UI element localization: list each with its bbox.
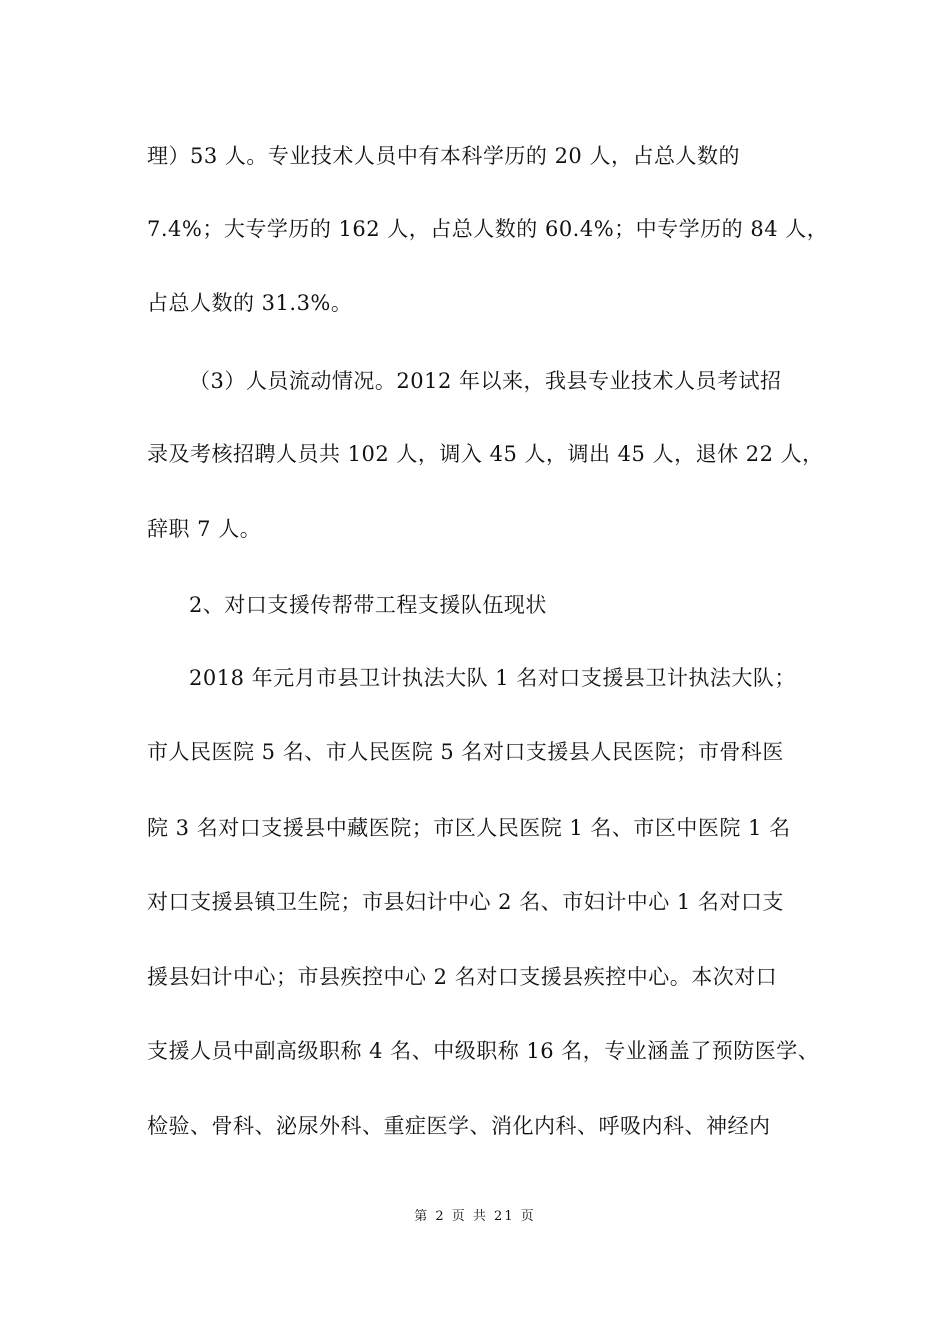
paragraph-line: 录及考核招聘人员共 102 人，调入 45 人，调出 45 人，退休 22 人， [147, 442, 824, 466]
paragraph-line: 理）53 人。专业技术人员中有本科学历的 20 人，占总人数的 [147, 144, 740, 168]
paragraph-line: 院 3 名对口支援县中藏医院；市区人民医院 1 名、市区中医院 1 名 [147, 816, 791, 840]
paragraph-line: 7.4%；大专学历的 162 人，占总人数的 60.4%；中专学历的 84 人， [147, 217, 829, 241]
paragraph-line: 市人民医院 5 名、市人民医院 5 名对口支援县人民医院；市骨科医 [147, 740, 784, 764]
section-heading: 2、对口支援传帮带工程支援队伍现状 [189, 593, 547, 617]
paragraph-line: 援县妇计中心；市县疾控中心 2 名对口支援县疾控中心。本次对口 [147, 965, 778, 989]
paragraph-line: 检验、骨科、泌尿外科、重症医学、消化内科、呼吸内科、神经内 [147, 1114, 771, 1138]
paragraph-line: 对口支援县镇卫生院；市县妇计中心 2 名、市妇计中心 1 名对口支 [147, 890, 784, 914]
paragraph-line: （3）人员流动情况。2012 年以来，我县专业技术人员考试招 [189, 369, 782, 393]
page-number-footer: 第 2 页 共 21 页 [414, 1209, 536, 1224]
paragraph-line: 支援人员中副高级职称 4 名、中级职称 16 名，专业涵盖了预防医学、 [147, 1039, 820, 1063]
paragraph-line: 2018 年元月市县卫计执法大队 1 名对口支援县卫计执法大队； [189, 666, 796, 690]
paragraph-line: 辞职 7 人。 [147, 517, 262, 541]
paragraph-line: 占总人数的 31.3%。 [147, 291, 353, 315]
